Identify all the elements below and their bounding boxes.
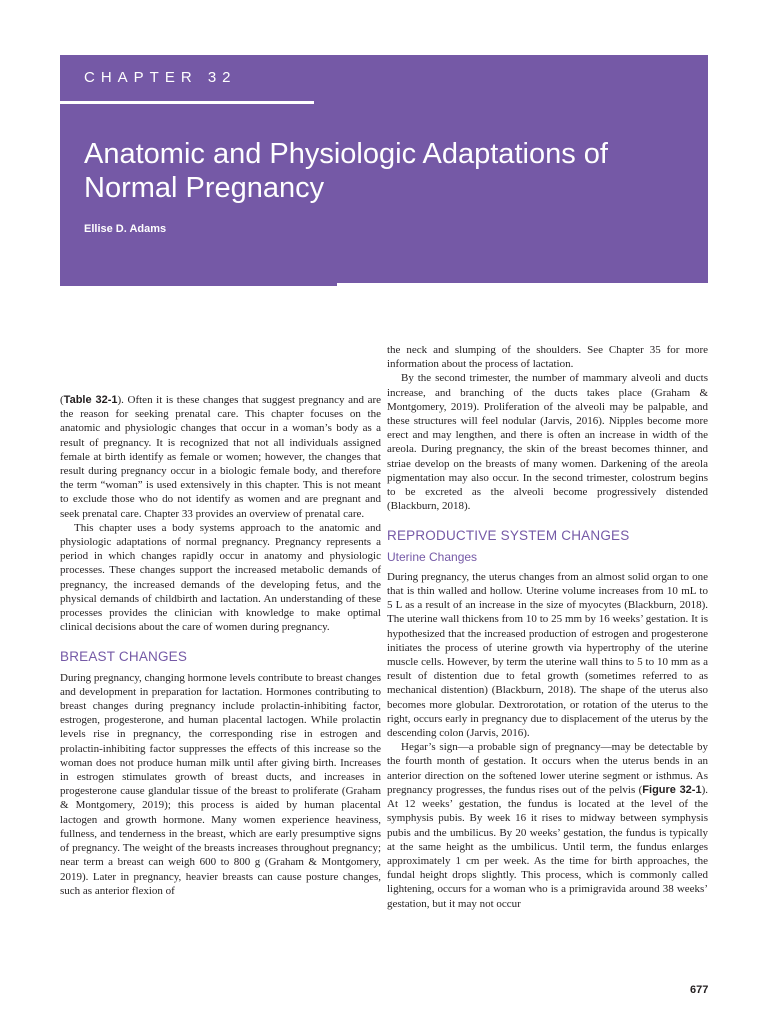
subheading-uterine: Uterine Changes [387,549,478,564]
chapter-title: Anatomic and Physiologic Adaptations of Normal Pregnancy [84,138,608,204]
body-paragraph: the neck and slumping of the shoulders. See Chapter 35 for more information about the process of lactation. [387,344,708,371]
body-paragraph: This chapter uses a body systems approach to the anatomic and physiologic adaptations of normal pregnancy. Pregnancy represents a period in which changes rapidly occur in anatomy and physiologic processes. These changes support the increased metabolic demands of pregnancy, the increased demands of the developing fetus, and the physical demands of childbirth and lactation. An understanding of these processes provides the clinician with knowledge to make optimal clinical decisions about the care of women during pregnancy. [60,521,381,634]
left-column [60,393,381,898]
page-number: 677 [690,984,709,996]
body-paragraph [387,740,708,910]
banner-underline [60,283,337,286]
figure-reference[interactable]: Figure 32-1 [642,783,702,796]
section-heading-breast: BREAST CHANGES [60,649,188,665]
chapter-label: CHAPTER 32 [84,69,237,86]
banner-rule [60,101,314,104]
intro-text: ). Often it is these changes that suggest pregnancy and are the reason for seeking prenatal care. This chapter focuses on the anatomic and physiologic changes that occur in a woman’s body as a result of pregnancy. It is recognized that not all individuals assigned female at birth identify as female or women; however, the changes that result during pregnancy occur in a biologic female body, and therefore the term “woman” is used extensively in this chapter. This is not meant to exclude those who do not identify as women and are pregnant and seek prenatal care. Chapter 33 provides an overview of prenatal care. [60,394,381,520]
body-paragraph: During pregnancy, the uterus changes from an almost solid organ to one that is thin walled and hollow. Uterine volume increases from 10 mL to 5 L as a result of an increase in the size of myocytes (Blackburn, 2018). The uterine wall thickens from 10 to 25 mm by 16 weeks’ gestation. It is hypothesized that the increased production of estrogen and progesterone initiates the process of uterine growth via hypertrophy of the uterine muscle cells. However, by term the uterine wall thins to 5 to 10 mm as a result of distention due to fetal growth (sometimes referred to as mechanical distention) (Blackburn, 2018). The shape of the uterus also becomes more globular. Dextrorotation, or rotation of the uterus to the right, occurs early in pregnancy due to displacement of the uterus by the descending colon (Jarvis, 2016). [387,570,708,740]
body-paragraph: During pregnancy, changing hormone levels contribute to breast changes and development in preparation for lactation. Hormones contributing to breast changes during pregnancy include prolactin-inhibiting factor, estrogen, progesterone, and human placental lactogen. While prolactin levels rise in pregnancy, the corresponding rise in estrogen and prolactin-inhibiting factor suppresses the effects of this increase so the woman does not produce human milk until after giving birth. Increases in estrogen stimulates growth of breast ducts, and increases in progesterone cause glandular tissue of the breast to proliferate (Graham & Montgomery, 2019); this process is aided by human placental lactogen and growth hormone. Many women experience heaviness, fullness, and tenderness in the breast, which are early presumptive signs of pregnancy. The weight of the breasts increases throughout pregnancy; near term a breast can weigh 600 to 800 g (Graham & Montgomery, 2019). Later in pregnancy, heavier breasts can cause posture changes, such as anterior flexion of [60,671,381,897]
table-reference[interactable]: Table 32-1 [63,394,118,406]
right-column [387,343,708,911]
chapter-author: Ellise D. Adams [84,223,167,235]
body-paragraph: By the second trimester, the number of mammary alveoli and ducts increase, and branching of the ducts takes place (Graham & Montgomery, 2019). Proliferation of the alveoli may be palpable, and these structures will feel nodular (Jarvis, 2016). Nipples become more erect and may lengthen, and there is often an increase in width of the areola. During pregnancy, the skin of the breast becomes thinner, and striae develop on the breasts of many women. Darkening of the areola pigmentation may also occur. In the second trimester, colostrum begins to be excreted as the alveoli become progressively distended (Blackburn, 2018). [387,372,708,513]
intro-paragraph: (Table 32-1). Often it is these changes that suggest pregnancy and are the reason for seeking prenatal care. This chapter focuses on the anatomic and physiologic changes that occur in a woman’s body as a result of pregnancy. It is recognized that not all individuals assigned female at birth identify as female or women; however, the changes that result during pregnancy occur in a biologic female body, and therefore the term “woman” is used extensively in this chapter. This is not meant to exclude those who do not identify as women and are pregnant and seek prenatal care. Chapter 33 provides an overview of prenatal care. [60,394,381,520]
chapter-banner [60,55,708,283]
hegar-text: Hegar’s sign—a probable sign of pregnancy—may be detectable by the fourth month of gestation. It occurs when the uterus bends in an anterior direction on the softened lower uterine segment or isthmus. As pregnancy progresses, the fundus rises out of the pelvis ( [387,741,708,796]
section-heading-reproductive: REPRODUCTIVE SYSTEM CHANGES [387,528,630,544]
hegar-text-cont: ). At 12 weeks’ gestation, the fundus is located at the level of the symphysis pubis. By week 16 it rises to midway between symphysis pubis and the umbilicus. By 20 weeks’ gestation, the fundus is typically at the same height as the umbilicus. Until term, the fundus enlarges approximately 1 cm per week. As the time for birth approaches, the fundal height drops slightly. This process, which is commonly called lightening, occurs for a woman who is a primigravida around 38 weeks’ gestation, but it may not occur [387,783,709,910]
